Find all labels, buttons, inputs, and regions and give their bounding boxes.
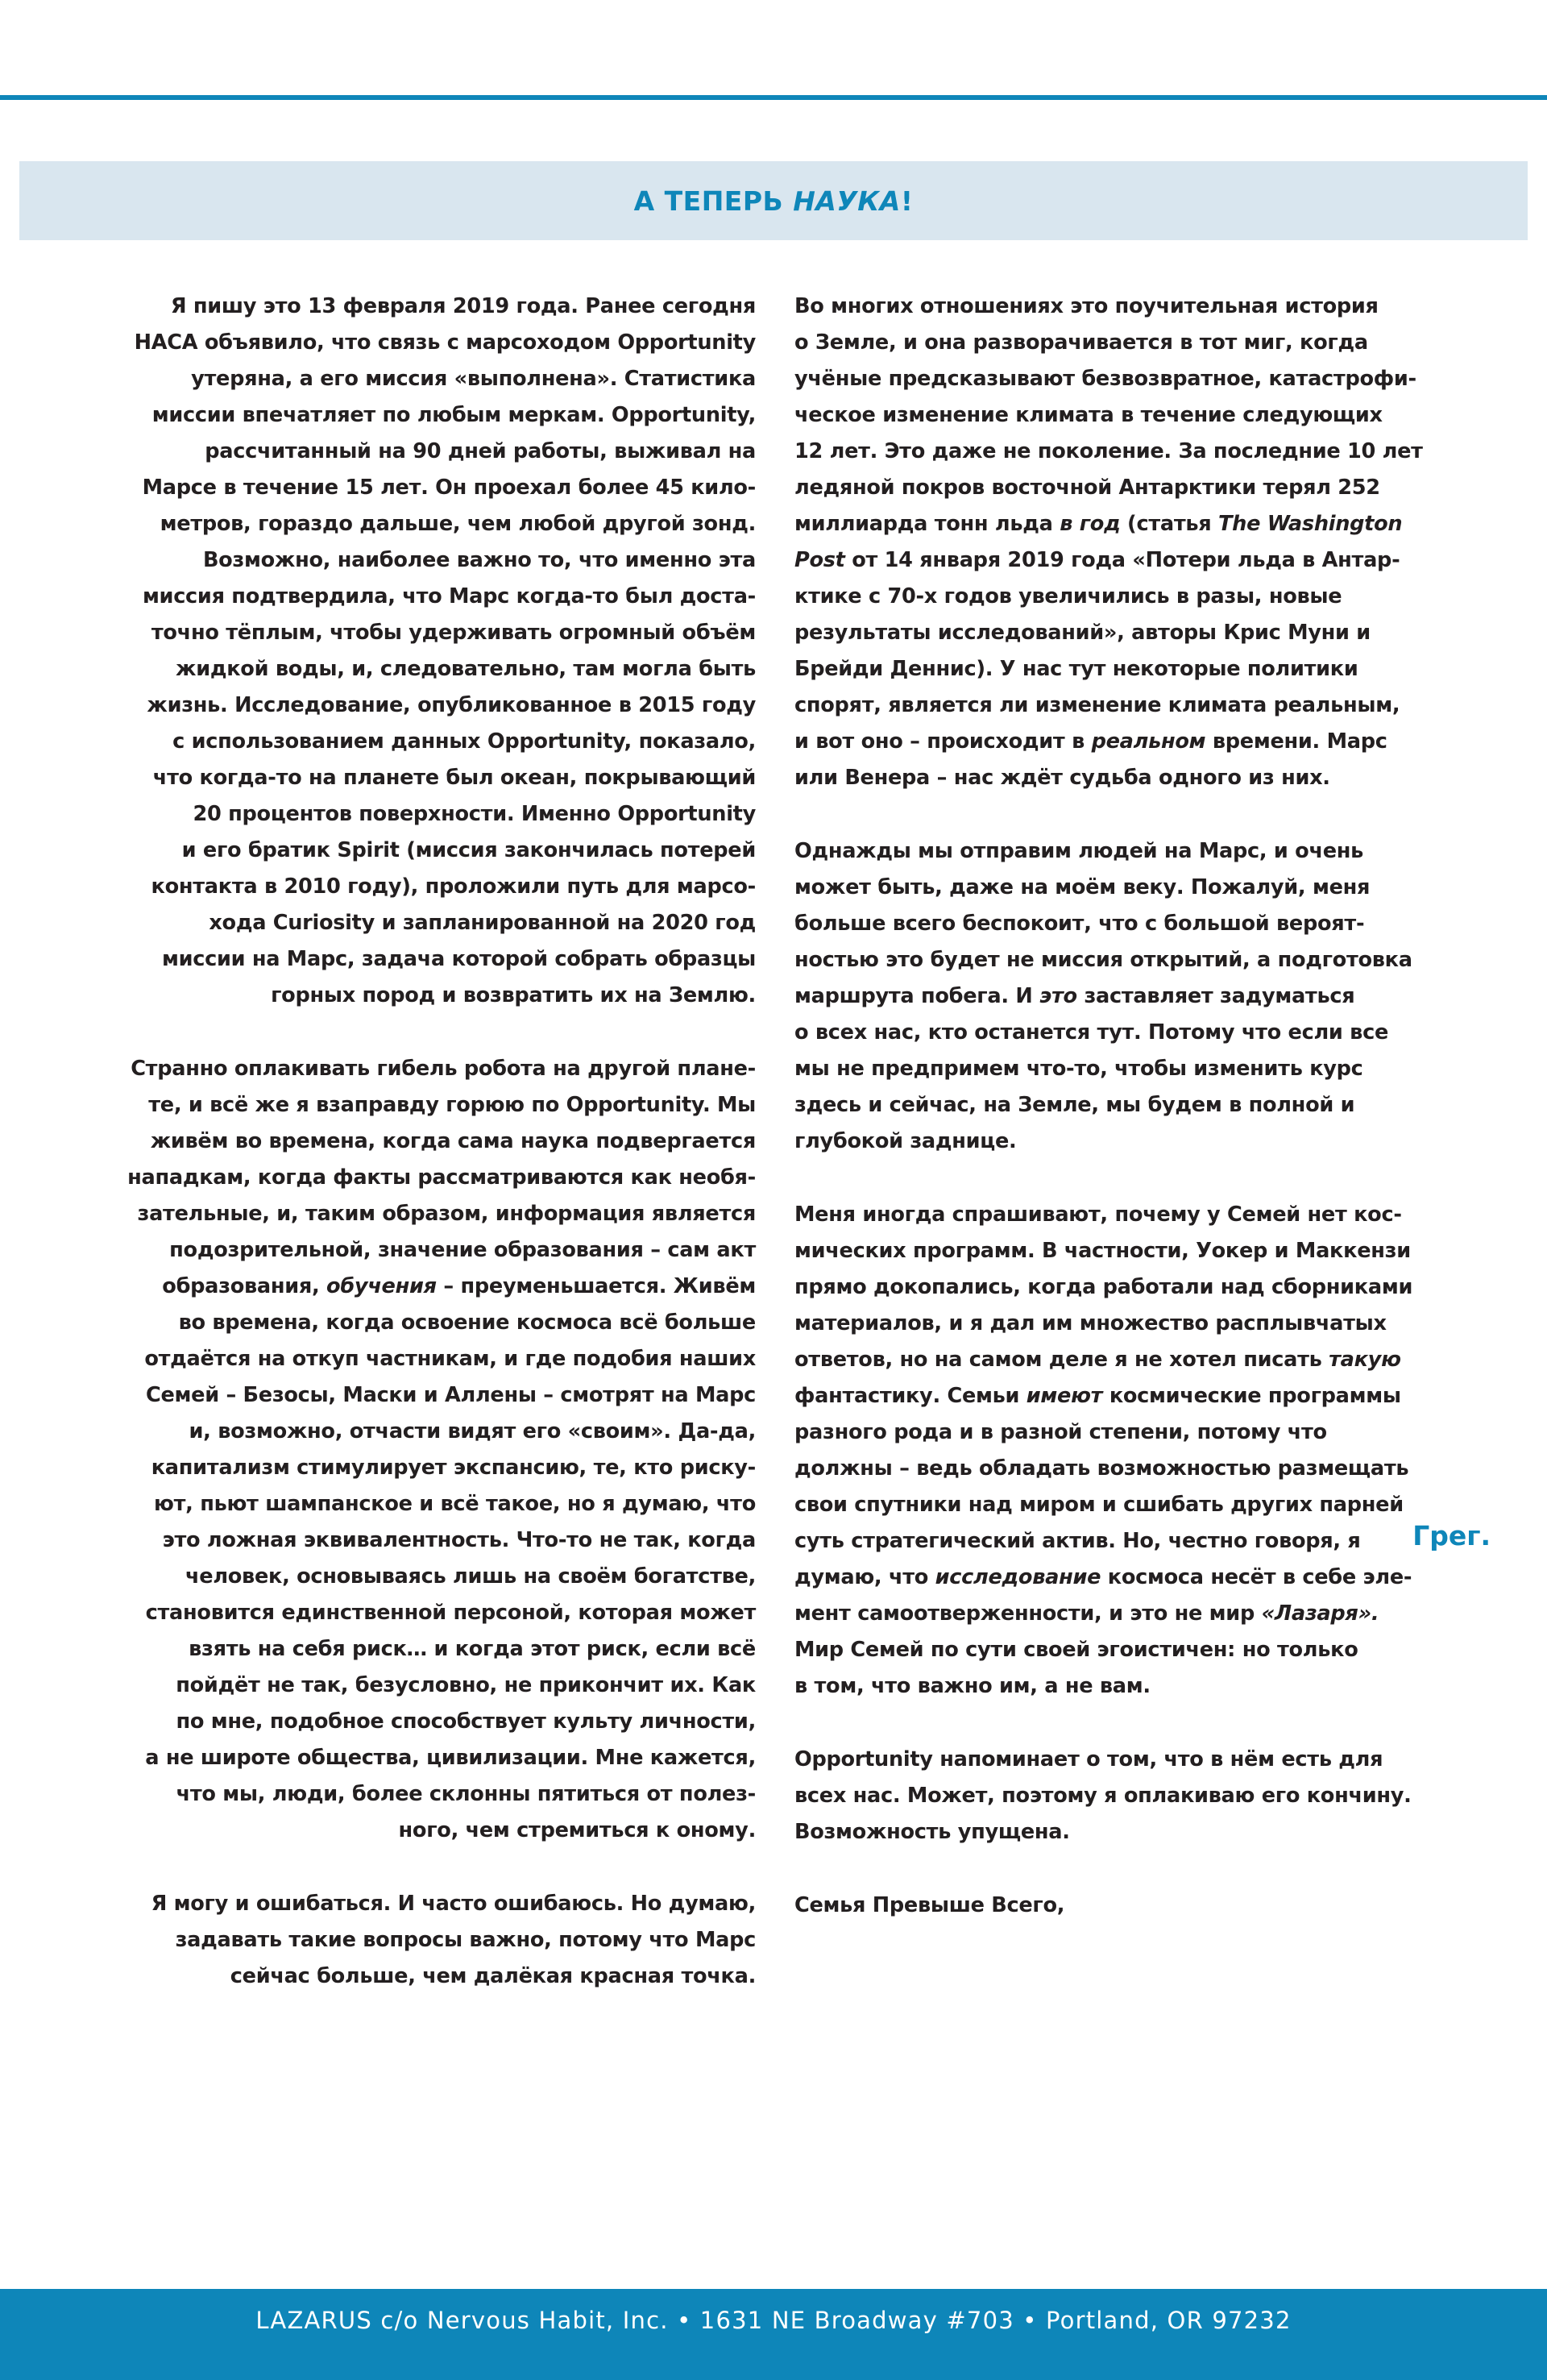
text-line: зательные, и, таким образом, информация является <box>137 1202 756 1226</box>
text-line: горных пород и возвратить их на Землю. <box>271 983 756 1007</box>
text-line: жизнь. Исследование, опубликованное в 2015 году <box>147 693 756 717</box>
text-line: что когда-то на планете был океан, покрывающий <box>152 766 756 790</box>
text-line: думаю, что исследование космоса несёт в себе элe- <box>794 1565 1412 1589</box>
text-line: образования, обучения – преуменьшается. Живём <box>162 1274 756 1298</box>
text-line: здесь и сейчас, на Земле, мы будем в полной и <box>794 1093 1355 1117</box>
left-column <box>74 289 756 1995</box>
text-line: маршрута побега. И это заставляет задуматься <box>794 984 1355 1008</box>
text-line: всех нас. Может, поэтому я оплакиваю его кончину. <box>794 1784 1412 1808</box>
text-line: Брейди Деннис). У нас тут некоторые политики <box>794 657 1358 681</box>
text-line: миссия подтвердила, что Марс когда-то был доста- <box>142 584 756 608</box>
text-line: о Земле, и она разворачивается в тот миг, когда <box>794 330 1368 355</box>
text-line: жидкой воды, и, следовательно, там могла быть <box>176 657 756 681</box>
left-paragraph-3 <box>74 1886 756 1995</box>
right-paragraph-1 <box>794 289 1495 796</box>
text-line: хода Curiosity и запланированной на 2020 год <box>209 911 756 935</box>
text-line: Во многих отношениях это поучительная история <box>794 294 1379 318</box>
text-line: Странно оплакивать гибель робота на другой плане- <box>131 1057 756 1081</box>
title-banner <box>19 161 1528 240</box>
text-line: мент самоотверженности, и это не мир «Лазаря». <box>794 1601 1379 1626</box>
text-line: о всех нас, кто останется тут. Потому что если все <box>794 1020 1389 1045</box>
text-line: Марсе в течение 15 лет. Он проехал более 45 кило- <box>142 476 756 500</box>
text-line: ответов, но на самом деле я не хотел писать такую <box>794 1348 1401 1372</box>
text-line: ют, пьют шампанское и всё такое, но я думаю, что <box>154 1492 756 1516</box>
signature: Грег. <box>1412 1520 1491 1551</box>
footer-address: LAZARUS c/o Nervous Habit, Inc. • 1631 NE Broadway #703 • Portland, OR 97232 <box>255 2307 1292 2334</box>
text-line: капитализм стимулирует экспансию, те, кто риску- <box>151 1456 756 1480</box>
text-line: мы не предпримем что-то, чтобы изменить курс <box>794 1057 1363 1081</box>
top-rule <box>0 95 1547 100</box>
text-line: живём во времена, когда сама наука подвергается <box>150 1129 756 1153</box>
text-line: мических программ. В частности, Уокер и Маккензи <box>794 1239 1411 1263</box>
text-line: НАСА объявило, что связь с марсоходом Opportunity <box>134 330 756 355</box>
text-line: человек, основываясь лишь на своём богатстве, <box>185 1564 756 1589</box>
text-line: что мы, люди, более склонны пятиться от полез- <box>176 1782 756 1806</box>
closing-text: Семья Превыше Всего, <box>794 1893 1065 1917</box>
text-line: сейчас больше, чем далёкая красная точка. <box>230 1964 756 1988</box>
text-line: миссии на Марс, задача которой собрать образцы <box>161 947 756 971</box>
text-line: Я могу и ошибаться. И часто ошибаюсь. Но думаю, <box>151 1892 756 1916</box>
text-line: спорят, является ли изменение климата реальным, <box>794 693 1400 717</box>
text-line: с использованием данных Opportunity, показало, <box>172 729 756 754</box>
text-line: ного, чем стремиться к оному. <box>398 1818 756 1842</box>
text-line: те, и всё же я взаправду горюю по Opportunity. Мы <box>148 1093 756 1117</box>
text-line: миллиарда тонн льда в год (статья The Washington <box>794 512 1403 536</box>
text-line: ностью это будет не миссия открытий, а подготовка <box>794 948 1412 972</box>
text-line: Возможность упущена. <box>794 1820 1070 1844</box>
text-line: задавать такие вопросы важно, потому что Марс <box>175 1928 756 1952</box>
text-line: Мир Семей по сути своей эгоистичен: но только <box>794 1638 1358 1662</box>
text-line: во времена, когда освоение космоса всё больше <box>178 1310 756 1335</box>
text-line: или Венера – нас ждёт судьба одного из них. <box>794 766 1330 790</box>
footer-bar <box>0 2289 1547 2380</box>
text-line: 20 процентов поверхности. Именно Opportunity <box>193 802 756 826</box>
text-line: рассчитанный на 90 дней работы, выживал на <box>205 439 756 463</box>
page-title: А ТЕПЕРЬ НАУКА! <box>633 185 914 217</box>
text-line: отдаётся на откуп частникам, и где подобия наших <box>144 1347 756 1371</box>
text-line: нападкам, когда факты рассматриваются как необя- <box>127 1165 756 1190</box>
text-line: должны – ведь обладать возможностью размещать <box>794 1456 1409 1481</box>
text-line: ческое изменение климата в течение следующих <box>794 403 1383 427</box>
text-line: пойдёт не так, безусловно, не прикончит их. Как <box>176 1673 756 1697</box>
text-line: больше всего беспокоит, что с большой вероят- <box>794 912 1365 936</box>
left-paragraph-2 <box>74 1051 756 1849</box>
text-line: точно тёплым, чтобы удерживать огромный объём <box>151 621 756 645</box>
text-line: ледяной покров восточной Антарктики терял 252 <box>794 476 1380 500</box>
text-line: Я пишу это 13 февраля 2019 года. Ранее сегодня <box>170 294 756 318</box>
text-line: суть стратегический актив. Но, честно говоря, я <box>794 1529 1361 1553</box>
closing-line <box>794 1888 1495 1924</box>
text-line: Семей – Безосы, Маски и Аллены – смотрят на Марс <box>145 1383 756 1407</box>
text-line: это ложная эквивалентность. Что-то не так, когда <box>162 1528 756 1552</box>
left-paragraph-1 <box>74 289 756 1014</box>
text-line: контакта в 2010 году), проложили путь для марсо- <box>151 874 756 899</box>
text-line: в том, что важно им, а не вам. <box>794 1674 1151 1698</box>
text-line: Однажды мы отправим людей на Марс, и очень <box>794 839 1364 863</box>
text-line: по мне, подобное способствует культу личности, <box>176 1709 756 1734</box>
text-line: учёные предсказывают безвозвратное, катастрофи- <box>794 367 1416 391</box>
text-line: метров, гораздо дальше, чем любой другой зонд. <box>160 512 756 536</box>
text-line: результаты исследований», авторы Крис Муни и <box>794 621 1371 645</box>
text-line: Opportunity напоминает о том, что в нём есть для <box>794 1747 1383 1772</box>
text-line: глубокой заднице. <box>794 1129 1017 1153</box>
text-line: и его братик Spirit (миссия закончилась потерей <box>181 838 756 862</box>
text-line: становится единственной персоной, которая может <box>145 1601 756 1625</box>
text-line: и вот оно – происходит в реальном времени. Марс <box>794 729 1387 754</box>
text-line: может быть, даже на моём веку. Пожалуй, меня <box>794 875 1371 899</box>
text-line: Post от 14 января 2019 года «Потери льда в Антар- <box>794 548 1400 572</box>
text-line: свои спутники над миром и сшибать других парней <box>794 1493 1404 1517</box>
text-line: Возможно, наиболее важно то, что именно эта <box>202 548 756 572</box>
text-line: разного рода и в разной степени, потому что <box>794 1420 1327 1444</box>
text-line: материалов, и я дал им множество расплывчатых <box>794 1311 1387 1335</box>
right-paragraph-4 <box>794 1742 1495 1850</box>
right-paragraph-3 <box>794 1197 1495 1705</box>
text-line: и, возможно, отчасти видят его «своим». Да-да, <box>189 1419 756 1443</box>
text-line: ктике с 70-х годов увеличились в разы, новые <box>794 584 1342 608</box>
text-line: Меня иногда спрашивают, почему у Семей нет кос- <box>794 1202 1402 1227</box>
text-line: утеряна, а его миссия «выполнена». Статистика <box>191 367 756 391</box>
right-paragraph-2 <box>794 833 1495 1160</box>
text-line: взять на себя риск… и когда этот риск, если всё <box>189 1637 756 1661</box>
text-line: подозрительной, значение образования – сам акт <box>169 1238 756 1262</box>
text-line: прямо докопались, когда работали над сборниками <box>794 1275 1413 1299</box>
text-line: миссии впечатляет по любым меркам. Opportunity, <box>151 403 756 427</box>
text-line: фантастику. Семьи имеют космические программы <box>794 1384 1401 1408</box>
text-line: а не широте общества, цивилизации. Мне кажется, <box>145 1746 756 1770</box>
text-line: 12 лет. Это даже не поколение. За последние 10 лет <box>794 439 1423 463</box>
right-column <box>794 289 1495 1924</box>
